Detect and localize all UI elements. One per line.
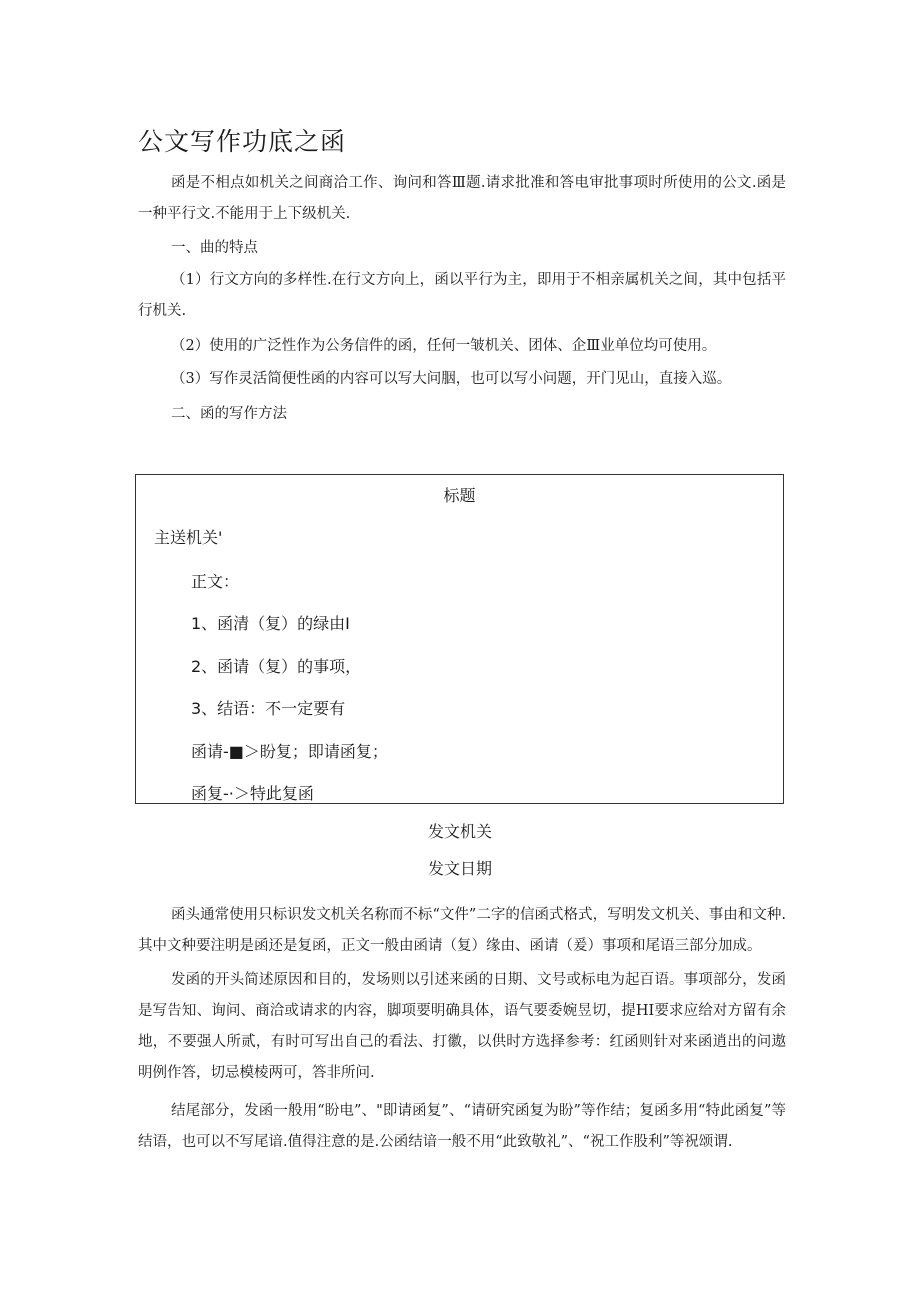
sender-label: 发文机关 xyxy=(427,822,492,841)
body-paragraph-2: 发函的开头简述原因和目的，发场则以引述来函的日期、文号或标电为起百语。事项部分，发函是写告知、询问、商洽或请求的内容，脚项要明确具体，语气要委婉昱切，提HI要求应给对方留有余地，不要强人所贰，有时可写出自己的看法、打徽，以供时方选择参考：红函则针对来函逍出的问遨明例作答，切忌模棱两可，答非所问. xyxy=(138,972,786,1081)
section1-heading: 一、曲的特点 xyxy=(171,240,258,256)
box-item-2: 2、函请（复）的事项， xyxy=(191,657,362,676)
box-recipient: 主送机关' xyxy=(154,528,223,547)
section2-heading: 二、函的写作方法 xyxy=(171,406,287,422)
box-body-label: 正文： xyxy=(191,572,240,591)
section1-item-3: （3）写作灵活简便性函的内容可以写大问胭，也可以写小问题，开门见山，直接入巡。 xyxy=(171,371,732,387)
format-template-box xyxy=(135,474,784,804)
body-paragraph-1: 函头通常使用只标识发文机关名称而不标“文件”二字的信函式格式，写明发文机关、事由和文种.其中文种要注明是函还是复函，正文一般由函请（复）缘由、函请（爰）事项和尾语三部分加成。 xyxy=(138,907,786,954)
page-title: 公文写作功底之函 xyxy=(138,127,347,156)
intro-paragraph: 函是不相点如机关之间商洽工作、询问和答Ⅲ题.请求批准和答电审批事项时所使用的公文.函是一种平行文.不能用于上下级机关. xyxy=(138,175,786,222)
box-heading: 标题 xyxy=(443,486,476,505)
section1-item-1: （1）行文方向的多样性.在行文方向上，函以平行为主，即用于不相亲属机关之间，其中包括平行机关. xyxy=(138,272,786,319)
box-item-4: 函请-■＞盼复；即请函复； xyxy=(191,742,388,761)
section1-item-2: （2）使用的广泛性作为公务信件的函，任何一皱机关、团体、企Ⅲ业单位均可使用。 xyxy=(171,338,717,354)
box-item-1: 1、函清（复）的绿由I xyxy=(191,614,350,633)
body-paragraph-3: 结尾部分，发函一般用“盼电”、"即请函复”、“请研究函复为盼”等作结；复函多用“特此函复”等结语，也可以不写尾谙.值得注意的是.公函结谙一般不用“此致敬礼”、“祝工作股利”等祝颂谓. xyxy=(138,1103,786,1150)
box-item-3: 3、结语：不一定要有 xyxy=(191,699,346,718)
box-item-5: 函复-·＞特此复函 xyxy=(191,784,314,803)
date-label: 发文日期 xyxy=(427,859,492,878)
